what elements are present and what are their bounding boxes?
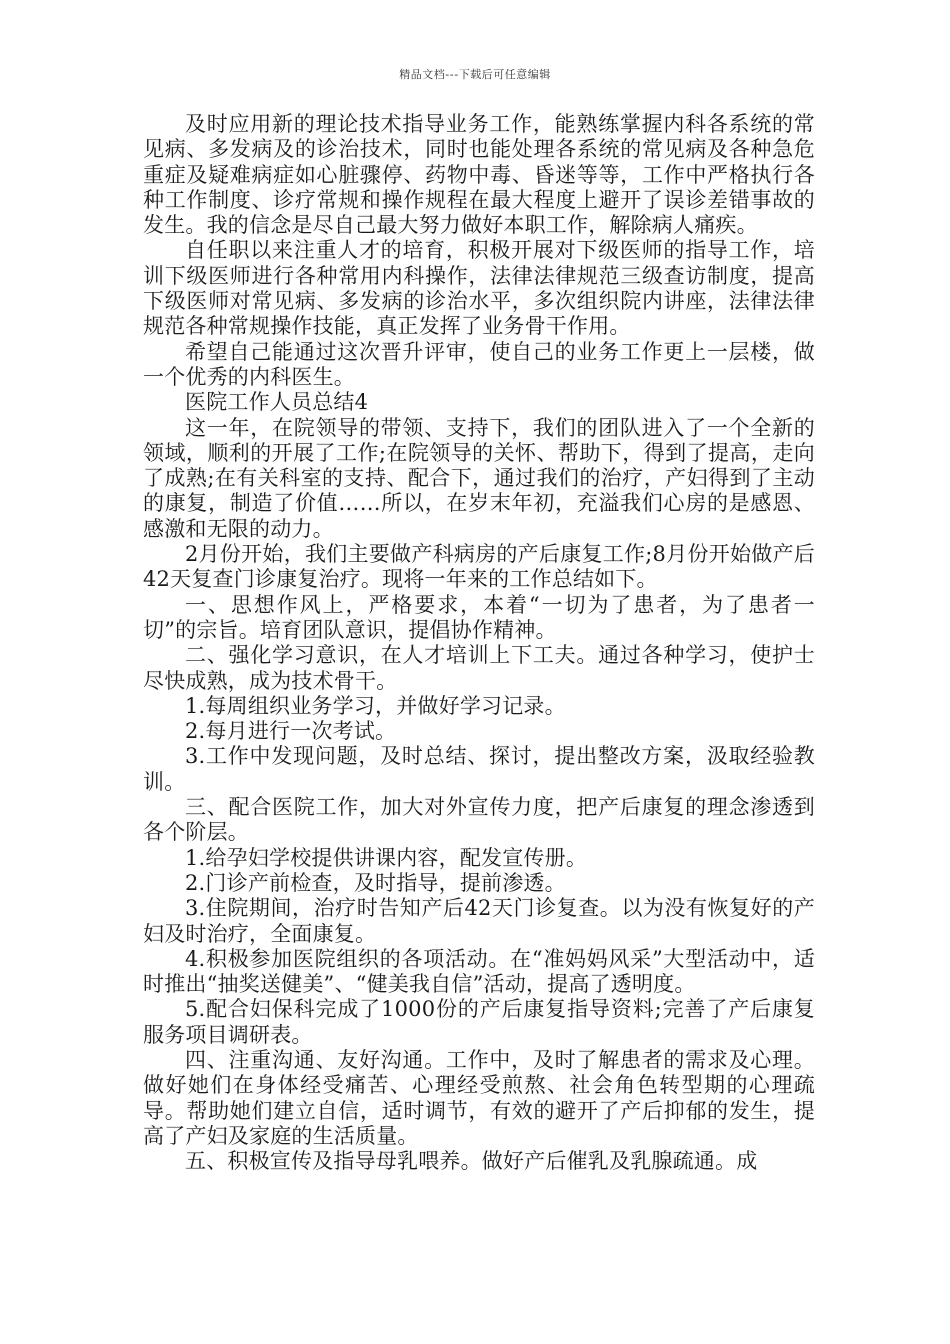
list-item: 1.给孕妇学校提供讲课内容，配发宣传册。 bbox=[185, 845, 588, 870]
section-heading: 医院工作人员总结4 bbox=[185, 390, 369, 415]
paragraph: 2月份开始，我们主要做产科病房的产后康复工作;8月份开始做产后42天复查门诊康复治疗。现将一年来的工作总结如下。 bbox=[143, 542, 815, 592]
paragraph: 希望自己能通过这次晋升评审，使自己的业务工作更上一层楼，做一个优秀的内科医生。 bbox=[143, 339, 815, 389]
list-item: 4.积极参加医院组织的各项活动。在“准妈妈风采”大型活动中，适时推出“抽奖送健美”、“健美我自信”活动，提高了透明度。 bbox=[143, 946, 815, 997]
paragraph: 这一年，在院领导的带领、支持下，我们的团队进入了一个全新的领域，顺利的开展了工作;在院领导的关怀、帮助下，得到了提高，走向了成熟;在有关科室的支持、配合下，通过我们的治疗，产妇得到了主动的康复，制造了价值……所以，在岁末年初，充溢我们心房的是感恩、感激和无限的动力。 bbox=[143, 415, 815, 541]
list-item: 2.每月进行一次考试。 bbox=[185, 719, 397, 744]
list-item: 3.工作中发现问题，及时总结、探讨，提出整改方案，汲取经验教训。 bbox=[143, 744, 815, 794]
list-item: 1.每周组织业务学习，并做好学习记录。 bbox=[185, 693, 566, 718]
paragraph: 自任职以来注重人才的培育，积极开展对下级医师的指导工作，培训下级医师进行各种常用内科操作，法律法律规范三级查访制度，提高下级医师对常见病、多发病的诊治水平，多次组织院内讲座，法律法律规范各种常规操作技能，真正发挥了业务骨干作用。 bbox=[143, 238, 815, 339]
paragraph: 三、配合医院工作，加大对外宣传力度，把产后康复的理念渗透到各个阶层。 bbox=[143, 795, 815, 845]
list-item: 5.配合妇保科完成了1000份的产后康复指导资料;完善了产后康复服务项目调研表。 bbox=[143, 997, 815, 1047]
paragraph: 四、注重沟通、友好沟通。工作中，及时了解患者的需求及心理。做好她们在身体经受痛苦、心理经受煎熬、社会角色转型期的心理疏导。帮助她们建立自信，适时调节，有效的避开了产后抑郁的发生，提高了产妇及家庭的生活质量。 bbox=[143, 1047, 815, 1148]
list-item: 2.门诊产前检查，及时指导，提前渗透。 bbox=[185, 870, 566, 895]
list-item: 3.住院期间，治疗时告知产后42天门诊复查。以为没有恢复好的产妇及时治疗，全面康复。 bbox=[143, 896, 815, 946]
paragraph: 一、思想作风上，严格要求，本着“一切为了患者，为了患者一切”的宗旨。培育团队意识，提倡协作精神。 bbox=[143, 592, 815, 642]
paragraph: 及时应用新的理论技术指导业务工作，能熟练掌握内科各系统的常见病、多发病及的诊治技术，同时也能处理各系统的常见病及各种急危重症及疑难病症如心脏骤停、药物中毒、昏迷等等，工作中严格执行各种工作制度、诊疗常规和操作规程在最大程度上避开了误诊差错事故的发生。我的信念是尽自己最大努力做好本职工作，解除病人痛疾。 bbox=[143, 112, 815, 238]
document-body bbox=[143, 112, 815, 1174]
paragraph: 五、积极宣传及指导母乳喂养。做好产后催乳及乳腺疏通。成 bbox=[185, 1149, 758, 1174]
page-header: 精品文档---下载后可任意编辑 bbox=[399, 68, 551, 81]
paragraph: 二、强化学习意识，在人才培训上下工夫。通过各种学习，使护士尽快成熟，成为技术骨干。 bbox=[143, 643, 815, 693]
